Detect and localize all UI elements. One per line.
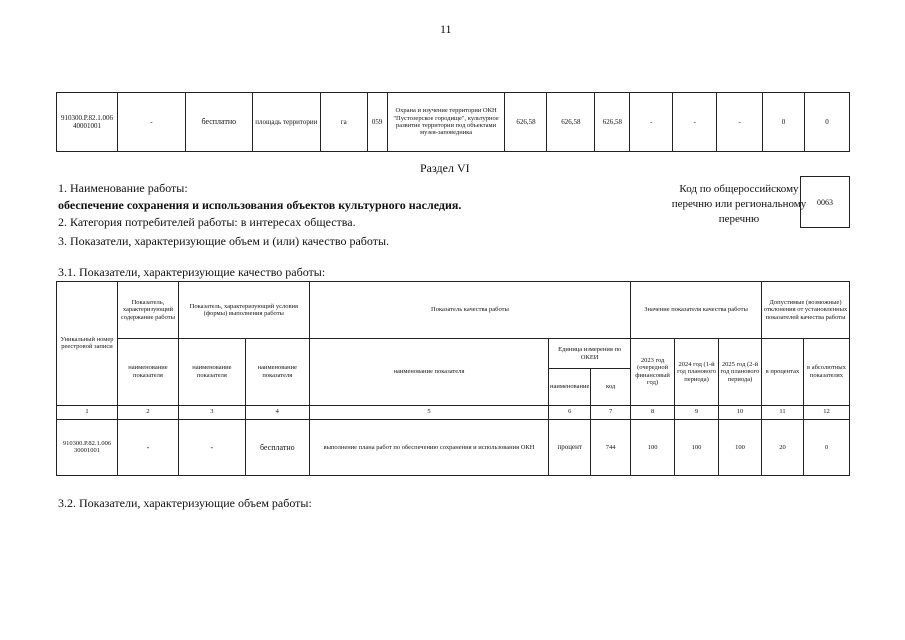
work-name-label: 1. Наименование работы: bbox=[58, 181, 188, 195]
table-cell: 910300.Р.82.1.006 40001001 bbox=[57, 93, 118, 152]
volume-subheading: 3.2. Показатели, характеризующие объем работы: bbox=[58, 496, 312, 510]
table-cell: 910300.Р.82.1.006 30001001 bbox=[57, 419, 118, 475]
header-year-2024: 2024 год (1-й год планового периода) bbox=[675, 339, 719, 405]
table-cell: - bbox=[717, 93, 763, 152]
column-number: 12 bbox=[803, 405, 849, 419]
header-percent: в процентах bbox=[761, 339, 803, 405]
column-number: 4 bbox=[245, 405, 309, 419]
table-cell: Охрана и изучение территории ОКН "Пустозерское городище", культурное развитие территории под объектами музея-заповедника bbox=[387, 93, 505, 152]
header-year-2025: 2025 год (2-й год планового периода) bbox=[719, 339, 762, 405]
table-cell: 0 bbox=[763, 93, 805, 152]
page-number: 11 bbox=[440, 22, 452, 36]
header-unit-name: наименование bbox=[549, 369, 591, 405]
header-year-2023: 2023 год (очередной финансовый год) bbox=[631, 339, 675, 405]
table-cell: 0 bbox=[805, 93, 850, 152]
table-cell: - bbox=[673, 93, 717, 152]
column-number: 7 bbox=[591, 405, 631, 419]
table-cell: 0 bbox=[803, 419, 849, 475]
table-cell: 626,58 bbox=[547, 93, 595, 152]
table-cell: площадь территории bbox=[252, 93, 320, 152]
work-name-value: обеспечение сохранения и использования объектов культурного наследия. bbox=[58, 198, 462, 212]
quality-subheading: 3.1. Показатели, характеризующие качество работы: bbox=[58, 265, 326, 279]
column-number: 2 bbox=[117, 405, 178, 419]
header-content: Показатель, характеризующий содержание работы bbox=[117, 282, 178, 339]
consumer-category: 2. Категория потребителей работы: в интересах общества. bbox=[58, 215, 356, 229]
header-deviation: Допустимые (возможные) отклонения от установленных показателей качества работы bbox=[761, 282, 849, 339]
previous-section-table bbox=[56, 92, 850, 152]
registry-code-value: 0063 bbox=[800, 176, 850, 228]
column-number: 1 bbox=[57, 405, 118, 419]
table-cell: 100 bbox=[631, 419, 675, 475]
header-conditions: Показатель, характеризующий условия (формы) выполнения работы bbox=[178, 282, 309, 339]
column-number: 6 bbox=[549, 405, 591, 419]
table-cell: процент bbox=[549, 419, 591, 475]
header-name: наименование показателя bbox=[178, 339, 245, 405]
column-number: 3 bbox=[178, 405, 245, 419]
header-name: наименование показателя bbox=[245, 339, 309, 405]
column-number: 9 bbox=[675, 405, 719, 419]
column-number: 10 bbox=[719, 405, 762, 419]
header-unique-number: Уникальный номер реестровой записи bbox=[57, 282, 118, 406]
table-cell: бесплатно bbox=[245, 419, 309, 475]
header-name: наименование показателя bbox=[117, 339, 178, 405]
table-cell: 059 bbox=[367, 93, 387, 152]
table-row bbox=[57, 419, 850, 475]
header-absolute: в абсолютных показателях bbox=[803, 339, 849, 405]
header-unit-code: код bbox=[591, 369, 631, 405]
table-row bbox=[57, 93, 850, 152]
table-cell: - bbox=[117, 419, 178, 475]
table-cell: бесплатно bbox=[185, 93, 252, 152]
table-cell: 100 bbox=[719, 419, 762, 475]
header-unit: Единица измерения по ОКЕИ bbox=[549, 339, 631, 369]
column-number: 8 bbox=[631, 405, 675, 419]
table-cell: 626,58 bbox=[595, 93, 630, 152]
column-number: 11 bbox=[761, 405, 803, 419]
table-cell: - bbox=[178, 419, 245, 475]
table-cell: - bbox=[117, 93, 185, 152]
table-header-row bbox=[57, 339, 850, 369]
table-cell: 626,58 bbox=[505, 93, 547, 152]
registry-code-label: Код по общероссийскому перечню или региональному перечню bbox=[671, 183, 807, 225]
section-title: Раздел VI bbox=[420, 161, 470, 175]
table-cell: выполнение плана работ по обеспечению сохранения и использования ОКН bbox=[309, 419, 548, 475]
table-cell: га bbox=[320, 93, 367, 152]
table-cell: - bbox=[630, 93, 673, 152]
indicators-heading: 3. Показатели, характеризующие объем и (или) качество работы. bbox=[58, 234, 390, 248]
quality-indicators-table bbox=[56, 281, 850, 476]
table-header-row bbox=[57, 282, 850, 339]
table-cell: 20 bbox=[761, 419, 803, 475]
table-cell: 744 bbox=[591, 419, 631, 475]
column-number: 5 bbox=[309, 405, 548, 419]
table-cell: 100 bbox=[675, 419, 719, 475]
column-number-row bbox=[57, 405, 850, 419]
header-quality: Показатель качества работы bbox=[309, 282, 630, 339]
header-values: Значение показателя качества работы bbox=[631, 282, 762, 339]
header-indicator-name: наименование показателя bbox=[309, 339, 548, 405]
